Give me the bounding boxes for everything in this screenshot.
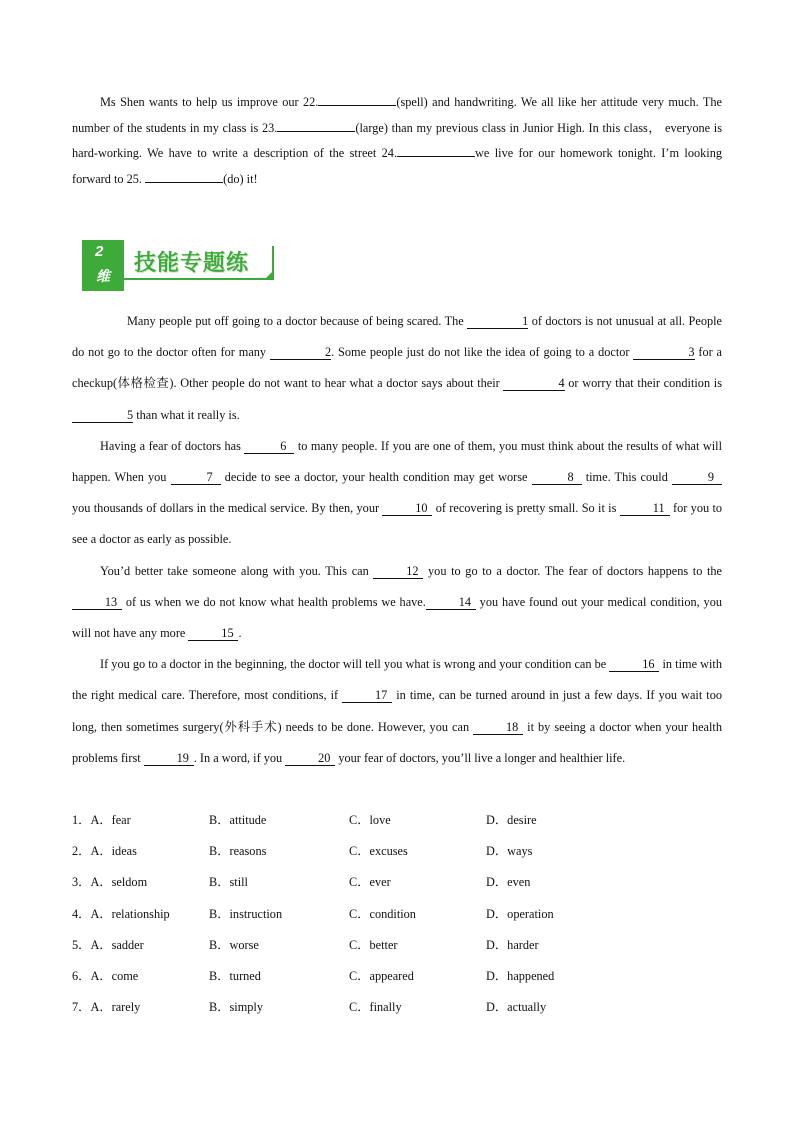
corner-triangle-icon (264, 270, 274, 280)
cloze-paragraph-2 (72, 431, 722, 556)
option-d[interactable]: D．desire (486, 813, 537, 827)
option-a[interactable]: 7．A．rarely (72, 1000, 141, 1015)
cloze-blank-2[interactable]: 2 (270, 346, 331, 360)
blank-24[interactable] (397, 142, 475, 157)
cloze-paragraph-3 (72, 556, 722, 650)
option-a[interactable]: 2．A．ideas (72, 844, 137, 859)
cloze-blank-17[interactable]: 17 (342, 689, 392, 703)
option-d[interactable]: D．even (486, 875, 531, 890)
option-d[interactable]: D．harder (486, 937, 539, 952)
option-c[interactable]: C．appeared (349, 968, 414, 983)
option-row (72, 839, 722, 870)
option-d[interactable]: D．happened (486, 968, 555, 983)
cloze-text: of recovering is pretty small. So it is (432, 501, 620, 516)
cloze-blank-11[interactable]: 11 (620, 502, 670, 516)
option-c[interactable]: C．excuses (349, 844, 408, 859)
cloze-text: You’d better take someone along with you. This can (100, 563, 374, 578)
option-a[interactable]: 1．A．fear (72, 813, 131, 827)
cloze-blank-12[interactable]: 12 (373, 565, 423, 579)
section-header (82, 240, 278, 292)
badge-number: 2 (95, 243, 104, 260)
cloze-blank-4[interactable]: 4 (503, 377, 564, 391)
cloze-text: Having a fear of doctors has (100, 438, 245, 453)
option-b[interactable]: B．attitude (209, 813, 267, 827)
cloze-blank-1[interactable]: 1 (467, 315, 528, 329)
option-a[interactable]: 3．A．seldom (72, 875, 148, 890)
option-d[interactable]: D．operation (486, 906, 554, 921)
cloze-text: for a checkup(体格检查). Other people do not want to hear what a doctor says about their (72, 345, 723, 391)
section-title: 技能专题练 (134, 251, 250, 276)
cloze-blank-6[interactable]: 6 (244, 440, 294, 454)
option-a[interactable]: 6．A．come (72, 968, 139, 983)
option-row (72, 808, 722, 839)
cloze-blank-9[interactable]: 9 (672, 471, 722, 485)
cloze-blank-10[interactable]: 10 (382, 502, 432, 516)
cloze-blank-13[interactable]: 13 (72, 596, 122, 610)
option-b[interactable]: B．worse (209, 937, 259, 952)
cloze-blank-20[interactable]: 20 (285, 752, 335, 766)
option-b[interactable]: B．simply (209, 1000, 263, 1015)
passage-text: (large) than my previous class in Junior High. In this class， everyone is hard-working. We have to write a description of the street 24. (72, 120, 722, 160)
cloze-paragraph-4 (72, 649, 722, 774)
option-d[interactable]: D．actually (486, 1000, 547, 1015)
option-b[interactable]: B．reasons (209, 844, 267, 859)
option-c[interactable]: C．condition (349, 906, 416, 921)
option-c[interactable]: C．finally (349, 1000, 402, 1015)
passage-text: Ms Shen wants to help us improve our 22. (100, 95, 319, 109)
cloze-blank-18[interactable]: 18 (473, 721, 523, 735)
cloze-text: . Some people just do not like the idea of going to a doctor (331, 345, 634, 360)
cloze-blank-16[interactable]: 16 (609, 658, 659, 672)
cloze-text: decide to see a doctor, your health condition may get worse (220, 470, 532, 485)
option-d[interactable]: D．ways (486, 844, 533, 859)
cloze-text: or worry that their condition is (564, 376, 722, 391)
blank-23[interactable] (277, 117, 355, 132)
cloze-text: time. This could (581, 470, 672, 485)
option-row (72, 995, 722, 1026)
option-a[interactable]: 5．A．sadder (72, 937, 144, 952)
cloze-blank-15[interactable]: 15 (188, 627, 238, 641)
cloze-blank-7[interactable]: 7 (171, 471, 221, 485)
option-c[interactable]: C．better (349, 937, 398, 952)
option-row (72, 964, 722, 995)
option-row (72, 902, 722, 933)
cloze-text: it by seeing a doctor when your health problems first (72, 719, 722, 765)
option-row (72, 933, 722, 964)
passage-text: (spell) and handwriting. We all like her attitude very much. The number of the students in my class is 23. (72, 95, 723, 135)
answer-options (72, 808, 722, 1026)
passage-text: we live for our homework tonight. I’m looking forward to 25. (72, 146, 723, 186)
cloze-text: you thousands of dollars in the medical service. By then, your (72, 501, 383, 516)
cloze-text: of us when we do not know what health problems we have. (122, 594, 426, 609)
option-b[interactable]: B．still (209, 875, 248, 890)
option-c[interactable]: C．ever (349, 875, 391, 890)
cloze-paragraph-1 (72, 306, 722, 431)
option-c[interactable]: C．love (349, 813, 391, 827)
cloze-text: you have found out your medical condition, you will not have any more (72, 594, 723, 641)
passage-fill-blanks (72, 90, 722, 192)
cloze-text: your fear of doctors, you’ll live a longer and healthier life. (335, 750, 626, 765)
cloze-text: to many people. If you are one of them, you must think about the results of what will happen. When you (72, 438, 723, 485)
cloze-blank-14[interactable]: 14 (426, 596, 476, 610)
cloze-text: for you to see a doctor as early as possible. (72, 501, 723, 547)
cloze-blank-19[interactable]: 19 (144, 752, 194, 766)
cloze-text: If you go to a doctor in the beginning, the doctor will tell you what is wrong and your condition can be (100, 657, 610, 672)
cloze-text: . In a word, if you (193, 750, 286, 765)
cloze-blank-8[interactable]: 8 (532, 471, 582, 485)
passage-text: (do) it! (223, 171, 258, 186)
cloze-blank-5[interactable]: 5 (72, 409, 133, 423)
option-row (72, 870, 722, 901)
cloze-text: Many people put off going to a doctor because of being scared. The (127, 314, 468, 328)
cloze-text: in time with the right medical care. Therefore, most conditions, if (72, 657, 722, 703)
cloze-text: than what it really is. (133, 407, 240, 422)
section-title-box (124, 246, 274, 280)
cloze-text: . (238, 626, 242, 641)
cloze-text: you to go to a doctor. The fear of doctors happens to the (423, 563, 722, 578)
badge-char: 维 (96, 269, 110, 285)
blank-22[interactable] (318, 91, 396, 106)
section-badge (82, 240, 124, 291)
option-b[interactable]: B．instruction (209, 906, 283, 921)
option-b[interactable]: B．turned (209, 968, 261, 983)
blank-25[interactable] (145, 168, 223, 183)
cloze-text: of doctors is not unusual at all. People do not go to the doctor often for many (72, 314, 722, 360)
cloze-blank-3[interactable]: 3 (633, 346, 694, 360)
cloze-passage (72, 306, 722, 774)
option-a[interactable]: 4．A．relationship (72, 906, 170, 921)
cloze-text: in time, can be turned around in just a few days. If you wait too long, then sometimes surgery(外科手术) needs to be done. However, you can (72, 688, 722, 734)
